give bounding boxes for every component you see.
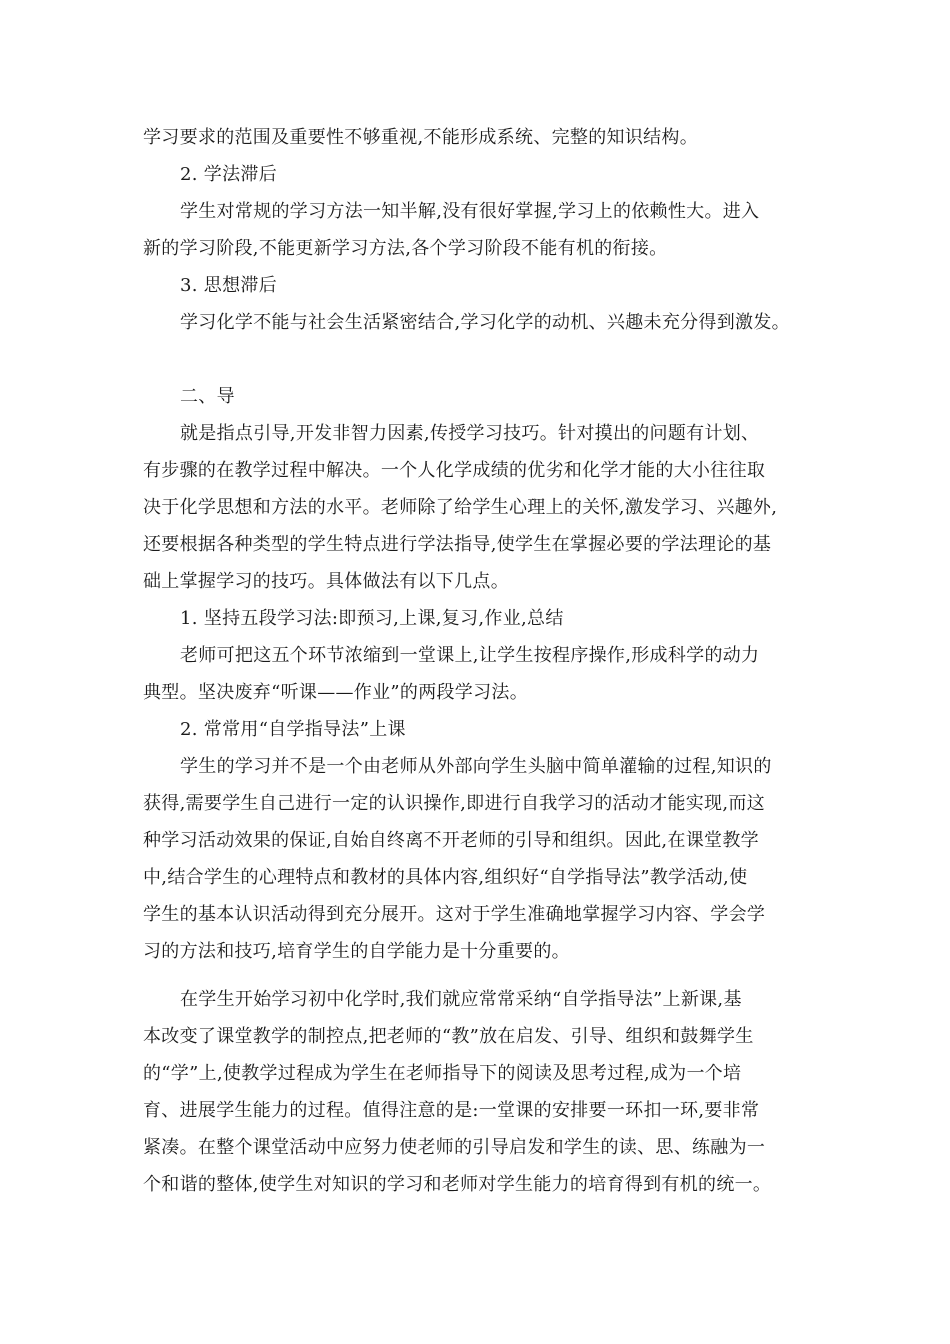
- text-line: 育、进展学生能力的过程。值得注意的是:一堂课的安排要一环扣一环,要非常: [143, 1100, 760, 1121]
- text-line: 本改变了课堂教学的制控点,把老师的“教”放在启发、引导、组织和鼓舞学生: [143, 1026, 754, 1047]
- text-line-continuation: 学习要求的范围及重要性不够重视,不能形成系统、完整的知识结构。: [143, 127, 699, 148]
- text-line: 紧凑。在整个课堂活动中应努力使老师的引导启发和学生的读、思、练融为一: [143, 1137, 766, 1158]
- subheading-2: 2. 学法滞后: [180, 164, 277, 185]
- text-line: 老师可把这五个环节浓缩到一堂课上,让学生按程序操作,形成科学的动力: [180, 645, 760, 666]
- text-line: 个和谐的整体,使学生对知识的学习和老师对学生能力的培育得到有机的统一。: [143, 1174, 772, 1195]
- subheading-3: 3. 思想滞后: [180, 275, 277, 296]
- subheading-2b: 2. 常常用“自学指导法”上课: [180, 719, 406, 740]
- text-line: 还要根据各种类型的学生特点进行学法指导,使学生在掌握必要的学法理论的基: [143, 534, 772, 555]
- section-heading: 二、导: [180, 386, 235, 407]
- text-line: 学生的学习并不是一个由老师从外部向学生头脑中简单灌输的过程,知识的: [180, 756, 772, 777]
- text-line: 学习化学不能与社会生活紧密结合,学习化学的动机、兴趣未充分得到激发。: [180, 312, 790, 333]
- text-line: 中,结合学生的心理特点和教材的具体内容,组织好“自学指导法”教学活动,使: [143, 867, 748, 888]
- text-line: 学生对常规的学习方法一知半解,没有很好掌握,学习上的依赖性大。进入: [180, 201, 760, 222]
- text-line: 在学生开始学习初中化学时,我们就应常常采纳“自学指导法”上新课,基: [180, 989, 742, 1010]
- text-line: 学生的基本认识活动得到充分展开。这对于学生准确地掌握学习内容、学会学: [143, 904, 766, 925]
- text-line: 础上掌握学习的技巧。具体做法有以下几点。: [143, 571, 509, 592]
- text-line: 典型。坚决废弃“听课——作业”的两段学习法。: [143, 682, 529, 703]
- text-line: 决于化学思想和方法的水平。老师除了给学生心理上的关怀,激发学习、兴趣外,: [143, 497, 778, 518]
- text-line: 新的学习阶段,不能更新学习方法,各个学习阶段不能有机的衔接。: [143, 238, 668, 259]
- text-line: 有步骤的在教学过程中解决。一个人化学成绩的优劣和化学才能的大小往往取: [143, 460, 766, 481]
- text-line: 习的方法和技巧,培育学生的自学能力是十分重要的。: [143, 941, 570, 962]
- text-line: 获得,需要学生自己进行一定的认识操作,即进行自我学习的活动才能实现,而这: [143, 793, 765, 814]
- text-line: 的“学”上,使教学过程成为学生在老师指导下的阅读及思考过程,成为一个培: [143, 1063, 742, 1084]
- text-line: 种学习活动效果的保证,自始自终离不开老师的引导和组织。因此,在课堂教学: [143, 830, 759, 851]
- subheading-1: 1. 坚持五段学习法:即预习,上课,复习,作业,总结: [180, 608, 564, 629]
- text-line: 就是指点引导,开发非智力因素,传授学习技巧。针对摸出的问题有计划、: [180, 423, 760, 444]
